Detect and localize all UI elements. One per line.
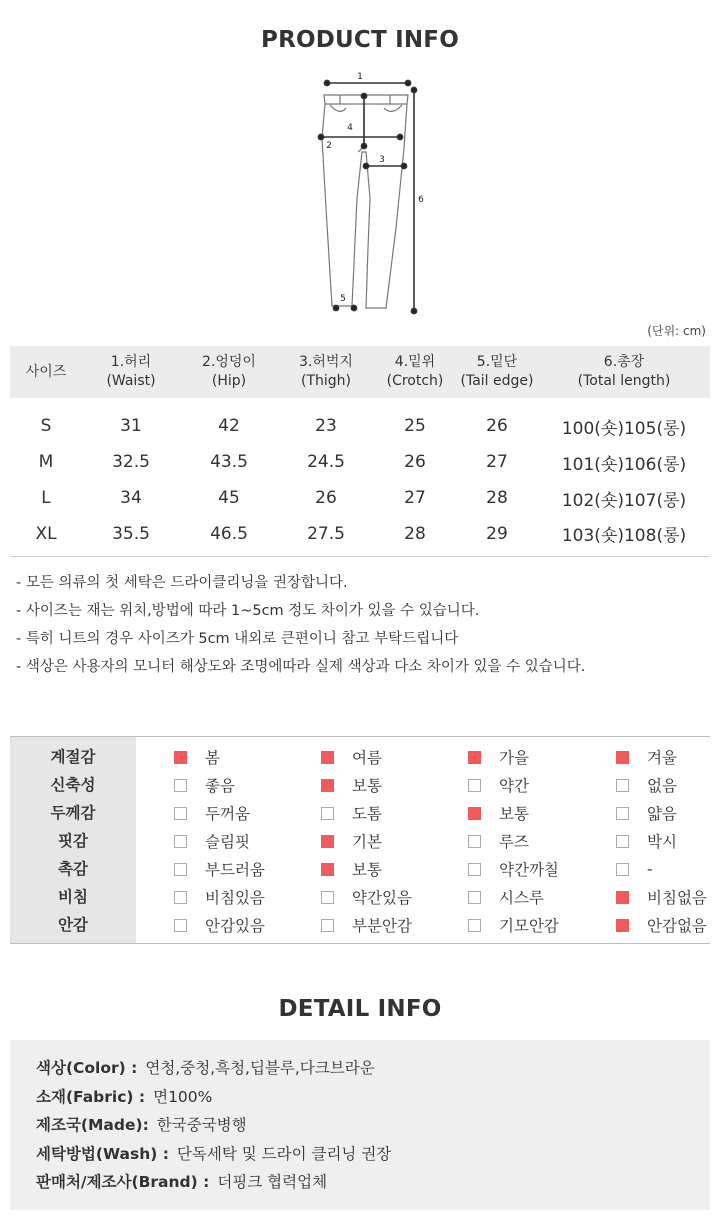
attribute-label: 안감	[58, 916, 88, 934]
unchecked-box-icon	[174, 863, 187, 876]
unchecked-box-icon	[468, 919, 481, 932]
diagram-label-5: 5	[340, 294, 346, 304]
detail-value: 더핑크 협력업체	[217, 1173, 328, 1191]
table-cell: 24.5	[307, 452, 345, 472]
table-cell: M	[38, 452, 54, 472]
detail-value: 면100%	[153, 1087, 213, 1106]
attribute-option	[468, 911, 559, 939]
attribute-option-text: -	[647, 860, 653, 878]
detail-value: 단독세탁 및 드라이 클리닝 권장	[176, 1144, 392, 1163]
detail-info-title: DETAIL INFO	[278, 996, 442, 1022]
attribute-option	[468, 883, 544, 911]
table-cell: L	[41, 488, 51, 508]
unchecked-box-icon	[174, 779, 187, 792]
attribute-label: 두께감	[50, 804, 96, 822]
attribute-option	[321, 827, 382, 855]
table-row	[10, 444, 710, 480]
unchecked-box-icon	[616, 835, 629, 848]
attribute-option	[321, 771, 382, 799]
detail-label: 제조국(Made):	[36, 1116, 149, 1134]
attribute-option-text: 없음	[647, 777, 677, 795]
detail-row	[36, 1111, 710, 1140]
checked-box-icon	[321, 779, 334, 792]
table-cell: 35.5	[112, 523, 150, 544]
table-cell: S	[40, 416, 52, 436]
attribute-option	[174, 799, 250, 827]
attribute-option-text: 얇음	[647, 805, 677, 823]
attribute-option	[616, 743, 677, 771]
table-cell: 28	[404, 523, 426, 544]
diagram-label-2: 2	[326, 141, 332, 151]
attribute-option	[321, 743, 382, 771]
detail-info-box	[10, 1040, 710, 1210]
checked-box-icon	[321, 751, 334, 764]
unchecked-box-icon	[468, 779, 481, 792]
table-cell: 43.5	[210, 452, 248, 472]
attribute-option-text: 기모안감	[499, 917, 559, 935]
attribute-option-text: 부드러움	[205, 861, 265, 879]
attribute-option-text: 두꺼움	[205, 805, 250, 823]
unchecked-box-icon	[321, 919, 334, 932]
attribute-option-text: 슬림핏	[205, 833, 250, 851]
attribute-row	[10, 911, 710, 939]
attribute-option-text: 겨울	[647, 749, 677, 767]
attribute-option-text: 보통	[499, 805, 529, 823]
table-cell: 26	[486, 416, 508, 436]
attribute-label: 계절감	[50, 748, 96, 766]
table-cell: 31	[120, 416, 142, 436]
attribute-option	[468, 771, 529, 799]
attribute-option	[468, 827, 529, 855]
detail-label: 소재(Fabric) :	[36, 1087, 146, 1106]
header-tail-edge: 5.밑단 (Tail edge)	[456, 346, 538, 398]
note-item: - 색상은 사용자의 모니터 해상도와 조명에따라 실제 색상과 다소 차이가 있을 수 있습니다.	[16, 659, 586, 675]
unchecked-box-icon	[468, 863, 481, 876]
notes-list	[16, 569, 585, 681]
attribute-option	[321, 855, 382, 883]
detail-label: 세탁방법(Wash) :	[36, 1144, 169, 1163]
unchecked-box-icon	[174, 891, 187, 904]
table-cell: 45	[218, 488, 240, 508]
table-cell: 28	[486, 488, 508, 508]
unchecked-box-icon	[468, 891, 481, 904]
attribute-row	[10, 827, 710, 855]
table-cell: 32.5	[112, 452, 150, 472]
header-size: 사이즈	[10, 346, 82, 398]
diagram-label-3: 3	[379, 155, 385, 165]
note-item: - 모든 의류의 첫 세탁은 드라이클리닝을 권장합니다.	[16, 575, 348, 591]
attribute-option	[468, 855, 559, 883]
unchecked-box-icon	[616, 807, 629, 820]
attribute-option	[174, 883, 265, 911]
attribute-option-text: 루즈	[499, 833, 529, 851]
unchecked-box-icon	[321, 807, 334, 820]
diagram-label-6: 6	[418, 195, 424, 205]
table-cell: 23	[315, 416, 337, 436]
detail-row	[36, 1140, 710, 1169]
table-cell: XL	[35, 523, 57, 544]
note-item: - 사이즈는 재는 위치,방법에 따라 1~5cm 정도 차이가 있을 수 있습니다.	[16, 603, 480, 619]
attribute-option-text: 안감있음	[205, 917, 265, 935]
header-waist: 1.허리 (Waist)	[82, 346, 180, 398]
attribute-label: 핏감	[58, 832, 88, 850]
attribute-option	[174, 771, 235, 799]
header-total-length: 6.총장 (Total length)	[538, 346, 710, 398]
size-table	[10, 346, 710, 557]
detail-label: 색상(Color) :	[36, 1059, 138, 1077]
attribute-label: 촉감	[58, 860, 88, 878]
attribute-option	[174, 743, 220, 771]
table-cell: 103(숏)108(롱)	[561, 526, 687, 547]
detail-value: 한국중국병행	[156, 1116, 247, 1134]
checked-box-icon	[616, 919, 629, 932]
diagram-label-1: 1	[357, 72, 363, 82]
attribute-option-text: 가을	[499, 749, 529, 767]
unchecked-box-icon	[616, 863, 629, 876]
checked-box-icon	[321, 835, 334, 848]
attribute-option-text: 박시	[647, 833, 677, 851]
attribute-option-text: 비침없음	[647, 889, 707, 907]
header-hip: 2.엉덩이 (Hip)	[180, 346, 278, 398]
table-cell: 27.5	[307, 523, 345, 544]
attribute-option-text: 약간까칠	[499, 861, 559, 879]
attribute-option-text: 비침있음	[205, 889, 265, 907]
attribute-option	[321, 911, 412, 939]
attribute-option-text: 좋음	[205, 777, 235, 795]
attribute-option-text: 기본	[352, 833, 382, 851]
attribute-option-text: 부분안감	[352, 917, 412, 935]
unchecked-box-icon	[174, 807, 187, 820]
attribute-row	[10, 743, 710, 771]
detail-row	[36, 1083, 710, 1112]
table-cell: 26	[404, 452, 426, 472]
unchecked-box-icon	[321, 891, 334, 904]
unchecked-box-icon	[174, 835, 187, 848]
attribute-option-text: 여름	[352, 749, 382, 767]
unchecked-box-icon	[616, 779, 629, 792]
attribute-option	[616, 911, 707, 939]
table-cell: 25	[404, 416, 426, 436]
attribute-option-text: 약간	[499, 777, 529, 795]
table-row	[10, 480, 710, 516]
table-cell: 100(숏)105(롱)	[561, 418, 687, 439]
attribute-option	[616, 855, 653, 883]
attribute-option-text: 보통	[352, 861, 382, 879]
attribute-option	[174, 911, 265, 939]
checked-box-icon	[468, 751, 481, 764]
checked-box-icon	[616, 891, 629, 904]
attribute-table	[10, 736, 710, 944]
table-row	[10, 398, 710, 444]
detail-label: 판매처/제조사(Brand) :	[36, 1173, 210, 1191]
table-cell: 26	[315, 488, 337, 508]
attribute-row	[10, 799, 710, 827]
attribute-option	[468, 799, 529, 827]
checked-box-icon	[468, 807, 481, 820]
detail-row	[36, 1054, 710, 1083]
attribute-option-text: 안감없음	[647, 917, 707, 935]
attribute-option	[616, 799, 677, 827]
unchecked-box-icon	[174, 919, 187, 932]
header-thigh: 3.허벅지 (Thigh)	[278, 346, 374, 398]
table-cell: 27	[486, 452, 508, 472]
note-item: - 특히 니트의 경우 사이즈가 5cm 내외로 큰편이니 참고 부탁드립니다	[16, 631, 459, 647]
product-info-title: PRODUCT INFO	[261, 27, 459, 53]
attribute-option	[321, 799, 382, 827]
table-row	[10, 516, 710, 556]
attribute-option	[174, 827, 250, 855]
table-cell: 102(숏)107(롱)	[561, 490, 687, 511]
checked-box-icon	[616, 751, 629, 764]
checked-box-icon	[174, 751, 187, 764]
attribute-option	[468, 743, 529, 771]
attribute-label: 비침	[58, 888, 88, 906]
table-cell: 34	[120, 488, 142, 508]
detail-value: 연청,중청,흑청,딥블루,다크브라운	[145, 1059, 375, 1077]
checked-box-icon	[321, 863, 334, 876]
attribute-row	[10, 855, 710, 883]
attribute-option-text: 약간있음	[352, 889, 412, 907]
unchecked-box-icon	[468, 835, 481, 848]
size-table-header	[10, 346, 710, 398]
table-cell: 42	[218, 416, 240, 436]
header-crotch: 4.밑위 (Crotch)	[374, 346, 456, 398]
table-cell: 46.5	[210, 523, 248, 544]
detail-row	[36, 1168, 710, 1197]
pants-diagram	[300, 68, 440, 323]
table-cell: 27	[404, 488, 426, 508]
attribute-option	[616, 771, 677, 799]
attribute-row	[10, 883, 710, 911]
diagram-label-4: 4	[347, 123, 353, 133]
attribute-option-text: 시스루	[499, 889, 544, 907]
attribute-label: 신축성	[50, 776, 96, 794]
attribute-option	[321, 883, 412, 911]
table-cell: 29	[486, 523, 508, 544]
attribute-option	[616, 827, 677, 855]
attribute-option-text: 보통	[352, 777, 382, 795]
attribute-option-text: 도톰	[352, 805, 382, 823]
attribute-option	[174, 855, 265, 883]
attribute-option-text: 봄	[205, 749, 220, 767]
attribute-option	[616, 883, 707, 911]
table-cell: 101(숏)106(롱)	[561, 454, 687, 475]
attribute-row	[10, 771, 710, 799]
unit-label: (단위: cm)	[647, 324, 706, 338]
